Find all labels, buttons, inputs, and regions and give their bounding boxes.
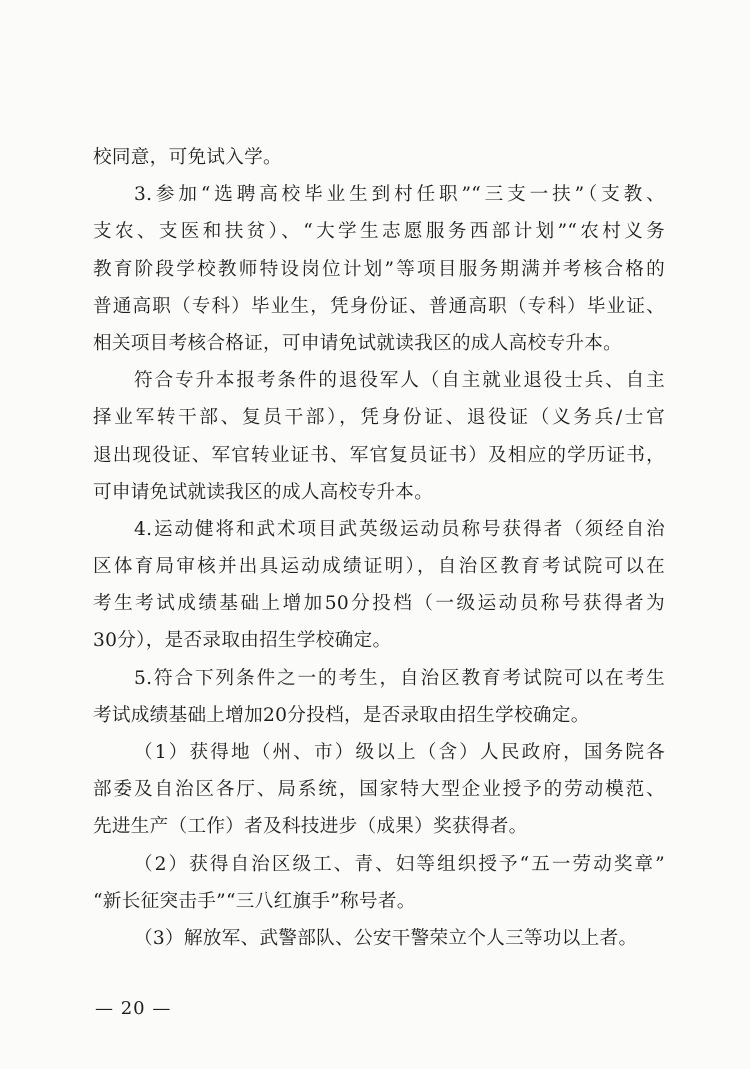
text-line: 区体育局审核并出具运动成绩证明），自治区教育考试院可以在 bbox=[93, 556, 665, 578]
paragraph bbox=[93, 734, 665, 846]
text-line: （1）获得地（州、市）级以上（含）人民政府，国务院各 bbox=[134, 742, 665, 763]
paragraph bbox=[93, 176, 665, 362]
text-line: 支农、支医和扶贫）、“大学生志愿服务西部计划”“农村义务 bbox=[93, 221, 665, 243]
text-line: （2）获得自治区级工、青、妇等组织授予“五一劳动奖章” bbox=[134, 853, 665, 875]
paragraph bbox=[93, 139, 665, 176]
text-line: 符合专升本报考条件的退役军人（自主就业退役士兵、自主 bbox=[134, 370, 665, 392]
text-line: 4.运动健将和武术项目武英级运动员称号获得者（须经自治 bbox=[134, 518, 665, 540]
text-line: 先进生产（工作）者及科技进步（成果）奖获得者。 bbox=[93, 816, 528, 838]
text-line: 相关项目考核合格证，可申请免试就读我区的成人高校专升本。 bbox=[93, 332, 623, 354]
text-line: 3.参加“选聘高校毕业生到村任职”“三支一扶”（支教、 bbox=[134, 184, 665, 206]
text-line: 普通高职（专科）毕业生，凭身份证、普通高职（专科）毕业证、 bbox=[93, 295, 665, 317]
text-line: 退出现役证、军官转业证书、军官复员证书）及相应的学历证书， bbox=[93, 444, 665, 466]
text-line: “新长征突击手”“三八红旗手”称号者。 bbox=[93, 890, 416, 912]
text-line: 校同意，可免试入学。 bbox=[93, 147, 282, 168]
paragraph bbox=[93, 846, 665, 920]
page-number: — 20 — bbox=[95, 998, 172, 1019]
paragraph bbox=[93, 511, 665, 660]
text-line: 考生考试成绩基础上增加50分投档（一级运动员称号获得者为 bbox=[93, 593, 665, 615]
paragraph bbox=[93, 362, 665, 511]
text-line: 部委及自治区各厅、局系统，国家特大型企业授予的劳动模范、 bbox=[93, 779, 665, 801]
text-line: 可申请免试就读我区的成人高校专升本。 bbox=[93, 481, 434, 503]
paragraph bbox=[93, 920, 665, 957]
text-line: 教育阶段学校教师特设岗位计划”等项目服务期满并考核合格的 bbox=[93, 258, 665, 280]
text-line: 30分），是否录取由招生学校确定。 bbox=[93, 630, 392, 652]
text-line: （3）解放军、武警部队、公安干警荣立个人三等功以上者。 bbox=[134, 927, 638, 949]
text-line: 考试成绩基础上增加20分投档，是否录取由招生学校确定。 bbox=[93, 704, 590, 726]
text-line: 择业军转干部、复员干部），凭身份证、退役证（义务兵/士官 bbox=[93, 407, 665, 429]
paragraph bbox=[93, 660, 665, 734]
body-text bbox=[93, 139, 665, 957]
text-line: 5.符合下列条件之一的考生，自治区教育考试院可以在考生 bbox=[134, 667, 665, 689]
